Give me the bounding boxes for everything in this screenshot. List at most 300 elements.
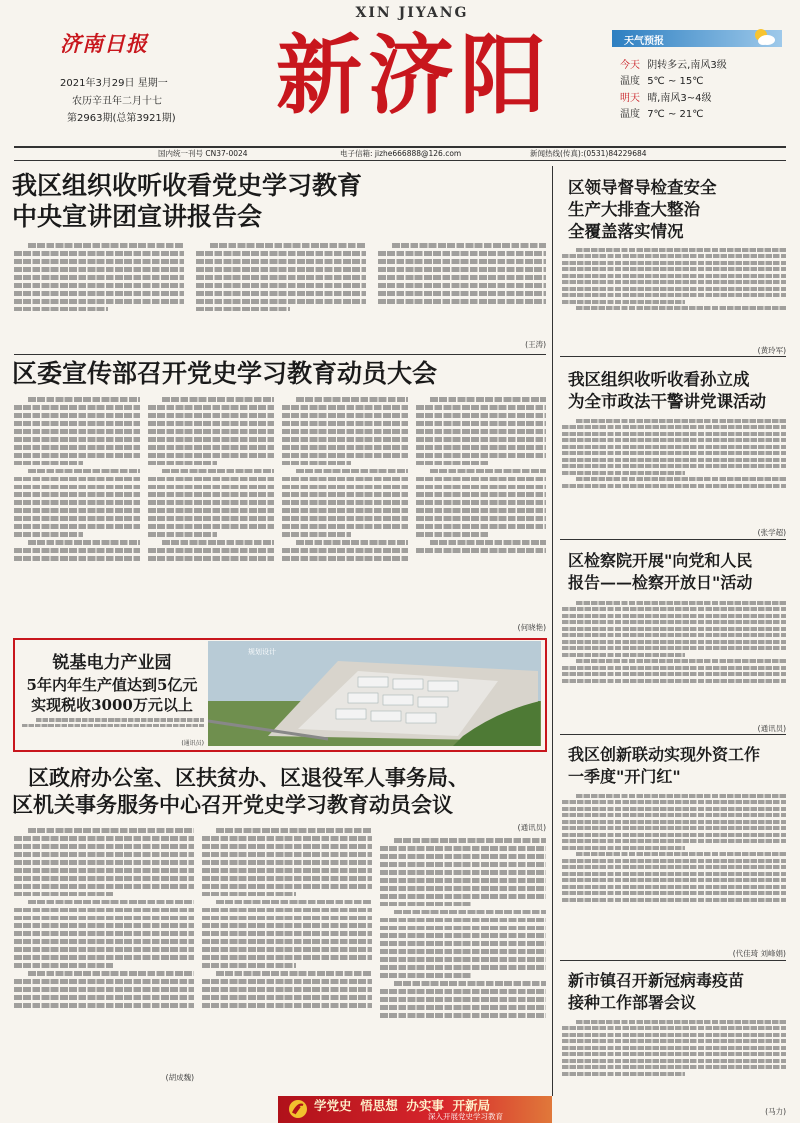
a4-body-col-3 <box>380 835 546 1093</box>
r4-body <box>562 791 786 949</box>
info-email: 电子信箱: jizhe666888@126.com <box>340 149 462 158</box>
text-line <box>562 1059 786 1063</box>
r2-byline: (张学超) <box>757 528 786 537</box>
text-line <box>380 902 471 907</box>
r4-headline-1: 我区创新联动实现外资工作 <box>568 745 761 764</box>
text-line <box>14 844 194 849</box>
text-line <box>562 1072 685 1076</box>
text-line <box>14 453 140 458</box>
r4-headline-2: 一季度"开门红" <box>568 767 681 786</box>
date-line: 2021年3月29日 星期一 <box>60 78 168 89</box>
text-line <box>196 259 366 264</box>
text-line <box>148 532 217 537</box>
a1-headline-2: 中央宣讲团宣讲报告会 <box>12 202 263 231</box>
text-line <box>14 275 184 280</box>
lunar-date: 农历辛丑年二月十七 <box>72 96 162 107</box>
r1-body <box>562 245 786 345</box>
text-line <box>576 794 786 798</box>
text-line <box>14 251 184 256</box>
text-line <box>162 469 274 474</box>
text-line <box>14 995 194 1000</box>
paper-logo: 济南日报 <box>60 31 148 56</box>
text-line <box>14 405 140 410</box>
text-line <box>202 939 372 944</box>
text-line <box>562 826 786 830</box>
text-line <box>202 916 372 921</box>
text-line <box>28 900 194 905</box>
text-line <box>562 287 786 291</box>
text-line <box>282 421 408 426</box>
text-line <box>196 307 290 312</box>
text-line <box>14 979 194 984</box>
text-line <box>14 524 140 529</box>
text-line <box>14 532 83 537</box>
r3-rule <box>560 734 786 735</box>
text-line <box>416 461 488 466</box>
r1-headline-1: 区领导督导检查安全 <box>568 178 717 197</box>
text-line <box>202 860 372 865</box>
text-line <box>282 548 408 553</box>
text-line <box>562 666 786 670</box>
text-line <box>562 607 786 611</box>
text-line <box>380 941 546 946</box>
text-line <box>148 405 274 410</box>
text-line <box>14 291 184 296</box>
text-line <box>202 844 372 849</box>
text-line <box>202 908 372 913</box>
masthead <box>0 0 800 145</box>
text-line <box>14 923 194 928</box>
text-line <box>562 833 786 837</box>
tomorrow-temp: 7℃ ~ 21℃ <box>647 109 704 120</box>
text-line <box>562 614 786 618</box>
text-line <box>14 267 184 272</box>
text-line <box>162 540 274 545</box>
a2-headline: 区委宣传部召开党史学习教育动员大会 <box>12 359 438 388</box>
weather-box <box>612 30 782 118</box>
text-line <box>562 807 786 811</box>
text-line <box>562 878 786 882</box>
text-line <box>202 979 372 984</box>
text-line <box>196 283 366 288</box>
text-line <box>380 949 546 954</box>
text-line <box>148 500 274 505</box>
text-line <box>378 251 546 256</box>
text-line <box>14 485 140 490</box>
text-line <box>562 633 786 637</box>
text-line <box>36 718 204 721</box>
text-line <box>196 299 366 304</box>
a1-headline-1: 我区组织收听收看党史学习教育 <box>12 171 363 200</box>
text-line <box>416 413 546 418</box>
text-line <box>282 445 408 450</box>
text-line <box>216 900 372 905</box>
text-line <box>394 981 546 986</box>
text-line <box>282 556 408 561</box>
text-line <box>282 429 408 434</box>
text-line <box>282 437 408 442</box>
issue-number: 第2963期(总第3921期) <box>67 113 176 124</box>
text-line <box>282 485 408 490</box>
text-line <box>416 453 546 458</box>
text-line <box>562 425 786 429</box>
text-line <box>148 429 274 434</box>
r2-body <box>562 416 786 526</box>
text-line <box>576 419 786 423</box>
text-line <box>296 540 408 545</box>
text-line <box>378 267 546 272</box>
text-line <box>380 933 546 938</box>
text-line <box>380 957 546 962</box>
a4-byline-2: (通讯员) <box>517 823 546 832</box>
text-line <box>562 1052 786 1056</box>
text-line <box>148 413 274 418</box>
a3-headline-2: 5年内年生产值达到5亿元 <box>26 676 198 694</box>
text-line <box>576 306 786 310</box>
text-line <box>202 963 296 968</box>
text-line <box>28 469 140 474</box>
text-line <box>282 492 408 497</box>
text-line <box>14 556 140 561</box>
text-line <box>576 477 786 481</box>
text-line <box>148 453 274 458</box>
text-line <box>216 828 372 833</box>
weather-header <box>612 30 782 47</box>
text-line <box>562 267 786 271</box>
text-line <box>416 508 546 513</box>
text-line <box>416 548 546 553</box>
text-line <box>380 973 471 978</box>
text-line <box>296 469 408 474</box>
text-line <box>282 405 408 410</box>
text-line <box>380 878 546 883</box>
a4-headline-1: 区政府办公室、区扶贫办、区退役军人事务局、 <box>28 765 469 790</box>
text-line <box>562 445 786 449</box>
text-line <box>296 397 408 402</box>
text-line <box>148 461 217 466</box>
text-line <box>282 508 408 513</box>
text-line <box>380 846 546 851</box>
text-line <box>202 884 372 889</box>
text-line <box>562 800 786 804</box>
r5-byline: (马力) <box>765 1107 786 1116</box>
text-line <box>562 813 786 817</box>
a2-body-col-3 <box>282 394 408 634</box>
text-line <box>562 620 786 624</box>
text-line <box>562 280 786 284</box>
text-line <box>148 421 274 426</box>
r3-headline-2: 报告——检察开放日"活动 <box>568 573 753 592</box>
text-line <box>282 500 408 505</box>
weather-heading: 天气预报 <box>624 36 664 47</box>
text-line <box>562 898 786 902</box>
text-line <box>196 275 366 280</box>
text-line <box>148 485 274 490</box>
text-line <box>14 500 140 505</box>
text-line <box>562 839 786 843</box>
text-line <box>562 846 685 850</box>
text-line <box>562 640 786 644</box>
hotline-label: 新闻热线(传真): <box>530 149 584 158</box>
text-line <box>416 477 546 482</box>
text-line <box>380 886 546 891</box>
text-line <box>380 997 546 1002</box>
a1-body-col-1 <box>14 240 184 350</box>
text-line <box>562 1039 786 1043</box>
tomorrow-desc: 晴,南风3~4级 <box>647 93 712 104</box>
text-line <box>416 429 546 434</box>
a3-headline-1: 锐基电力产业园 <box>52 653 172 673</box>
text-line <box>14 461 83 466</box>
text-line <box>378 275 546 280</box>
text-line <box>14 947 194 952</box>
text-line <box>562 646 786 650</box>
r5-headline-1: 新市镇召开新冠病毒疫苗 <box>568 971 745 990</box>
text-line <box>378 299 546 304</box>
text-line <box>148 556 274 561</box>
today-label: 今天 <box>620 60 640 71</box>
text-line <box>14 852 194 857</box>
text-line <box>148 548 274 553</box>
text-line <box>380 870 546 875</box>
text-line <box>14 868 194 873</box>
text-line <box>562 891 786 895</box>
today-temp-label: 温度 <box>620 76 640 87</box>
text-line <box>148 508 274 513</box>
text-line <box>430 469 546 474</box>
text-line <box>416 524 546 529</box>
text-line <box>282 413 408 418</box>
tomorrow-temp-label: 温度 <box>620 109 640 120</box>
text-line <box>14 508 140 513</box>
party-emblem-icon <box>288 1099 308 1123</box>
info-cn: 国内统一刊号 CN37-0024 <box>158 149 248 158</box>
text-line <box>416 445 546 450</box>
text-line <box>562 1026 786 1030</box>
text-line <box>416 485 546 490</box>
text-line <box>14 283 184 288</box>
text-line <box>562 484 786 488</box>
text-line <box>14 987 194 992</box>
photo-label: 规划设计 <box>248 648 276 656</box>
text-line <box>562 672 786 676</box>
text-line <box>14 892 113 897</box>
text-line <box>210 243 366 248</box>
text-line <box>576 601 786 605</box>
masthead-pinyin: XIN JIYANG <box>355 5 469 21</box>
text-line <box>562 679 786 683</box>
text-line <box>202 987 372 992</box>
text-line <box>562 859 786 863</box>
text-line <box>14 259 184 264</box>
a2-byline: (何晓艳) <box>517 623 546 632</box>
text-line <box>576 248 786 252</box>
text-line <box>148 445 274 450</box>
a4-body-col-1 <box>14 825 194 1093</box>
text-line <box>14 939 194 944</box>
a1-body-col-2 <box>196 240 366 350</box>
a4-headline-2: 区机关事务服务中心召开党史学习教育动员会议 <box>12 792 453 817</box>
industrial-park-photo <box>208 641 541 746</box>
text-line <box>148 477 274 482</box>
a2-body-col-4 <box>416 394 546 620</box>
text-line <box>14 884 194 889</box>
text-line <box>148 437 274 442</box>
text-line <box>14 876 194 881</box>
bottom-banner <box>278 1096 552 1123</box>
text-line <box>162 397 274 402</box>
text-line <box>394 838 546 843</box>
a3-headline-3: 实现税收3000万元以上 <box>31 696 193 714</box>
text-line <box>14 429 140 434</box>
text-line <box>14 836 194 841</box>
text-line <box>392 243 546 248</box>
text-line <box>380 989 546 994</box>
text-line <box>380 926 546 931</box>
banner-sub: 深入开展党史学习教育 <box>428 1112 503 1121</box>
text-line <box>202 836 372 841</box>
text-line <box>196 291 366 296</box>
text-line <box>562 627 786 631</box>
text-line <box>196 267 366 272</box>
text-line <box>562 293 786 297</box>
r2-headline-1: 我区组织收听收看孙立成 <box>568 370 750 389</box>
text-line <box>562 865 786 869</box>
a3-body <box>22 716 204 736</box>
text-line <box>562 1046 786 1050</box>
text-line <box>202 931 372 936</box>
text-line <box>148 516 274 521</box>
r1-byline: (黄玲军) <box>757 346 786 355</box>
text-line <box>576 659 786 663</box>
text-line <box>282 532 351 537</box>
text-line <box>380 965 546 970</box>
text-line <box>416 437 546 442</box>
info-hotline <box>530 148 647 159</box>
text-line <box>380 918 546 923</box>
r2-rule <box>560 539 786 540</box>
text-line <box>380 1013 546 1018</box>
r5-headline-2: 接种工作部署会议 <box>568 993 697 1012</box>
column-divider <box>552 166 553 1096</box>
text-line <box>562 438 786 442</box>
text-line <box>562 254 786 258</box>
tomorrow-label: 明天 <box>620 93 640 104</box>
text-line <box>282 477 408 482</box>
text-line <box>148 492 274 497</box>
r4-rule <box>560 960 786 961</box>
text-line <box>22 724 204 727</box>
text-line <box>14 860 194 865</box>
text-line <box>416 516 546 521</box>
text-line <box>562 300 685 304</box>
text-line <box>216 971 372 976</box>
text-line <box>14 437 140 442</box>
a4-body-col-2 <box>202 825 372 1093</box>
a2-body-col-2 <box>148 394 274 634</box>
banner-slogan: 学党史 悟思想 办实事 开新局 <box>314 1098 491 1113</box>
r4-byline: (代佳琦 刘峰娟) <box>732 949 786 958</box>
text-line <box>14 1003 194 1008</box>
text-line <box>14 492 140 497</box>
text-line <box>202 892 296 897</box>
text-line <box>14 548 140 553</box>
a4-byline-1: (胡成魏) <box>165 1073 194 1082</box>
text-line <box>576 852 786 856</box>
text-line <box>562 820 786 824</box>
r1-headline-2: 生产大排查大整治 <box>568 200 700 219</box>
a3-byline: (通讯员) <box>181 740 204 747</box>
today-desc: 阴转多云,南风3级 <box>647 60 727 71</box>
text-line <box>282 461 351 466</box>
text-line <box>14 445 140 450</box>
text-line <box>148 524 274 529</box>
text-line <box>282 524 408 529</box>
text-line <box>202 876 372 881</box>
text-line <box>394 910 546 915</box>
text-line <box>202 955 372 960</box>
a1-byline: (王涛) <box>525 340 546 349</box>
text-line <box>416 405 546 410</box>
r5-body <box>562 1017 786 1107</box>
text-line <box>380 1005 546 1010</box>
text-line <box>380 862 546 867</box>
text-line <box>378 259 546 264</box>
text-line <box>562 653 685 657</box>
text-line <box>562 464 786 468</box>
text-line <box>562 458 786 462</box>
text-line <box>380 854 546 859</box>
text-line <box>562 261 786 265</box>
text-line <box>562 432 786 436</box>
text-line <box>14 516 140 521</box>
text-line <box>14 413 140 418</box>
text-line <box>196 251 366 256</box>
text-line <box>562 274 786 278</box>
text-line <box>14 908 194 913</box>
text-line <box>562 1033 786 1037</box>
text-line <box>28 397 140 402</box>
r2-headline-2: 为全市政法干警讲党课活动 <box>568 392 766 411</box>
text-line <box>14 931 194 936</box>
text-line <box>430 540 546 545</box>
text-line <box>28 243 184 248</box>
sun-cloud-icon <box>752 27 776 51</box>
text-line <box>28 540 140 545</box>
text-line <box>14 299 184 304</box>
text-line <box>202 868 372 873</box>
text-line <box>202 995 372 1000</box>
text-line <box>14 421 140 426</box>
text-line <box>28 971 194 976</box>
text-line <box>562 885 786 889</box>
text-line <box>14 307 108 312</box>
masthead-rule-bottom <box>14 160 786 161</box>
text-line <box>378 291 546 296</box>
text-line <box>202 947 372 952</box>
text-line <box>416 532 488 537</box>
text-line <box>202 852 372 857</box>
r1-rule <box>560 356 786 357</box>
today-temp: 5℃ ~ 15℃ <box>647 76 704 87</box>
text-line <box>562 872 786 876</box>
text-line <box>28 828 194 833</box>
text-line <box>380 894 546 899</box>
text-line <box>14 477 140 482</box>
text-line <box>202 923 372 928</box>
text-line <box>14 955 194 960</box>
text-line <box>562 471 685 475</box>
